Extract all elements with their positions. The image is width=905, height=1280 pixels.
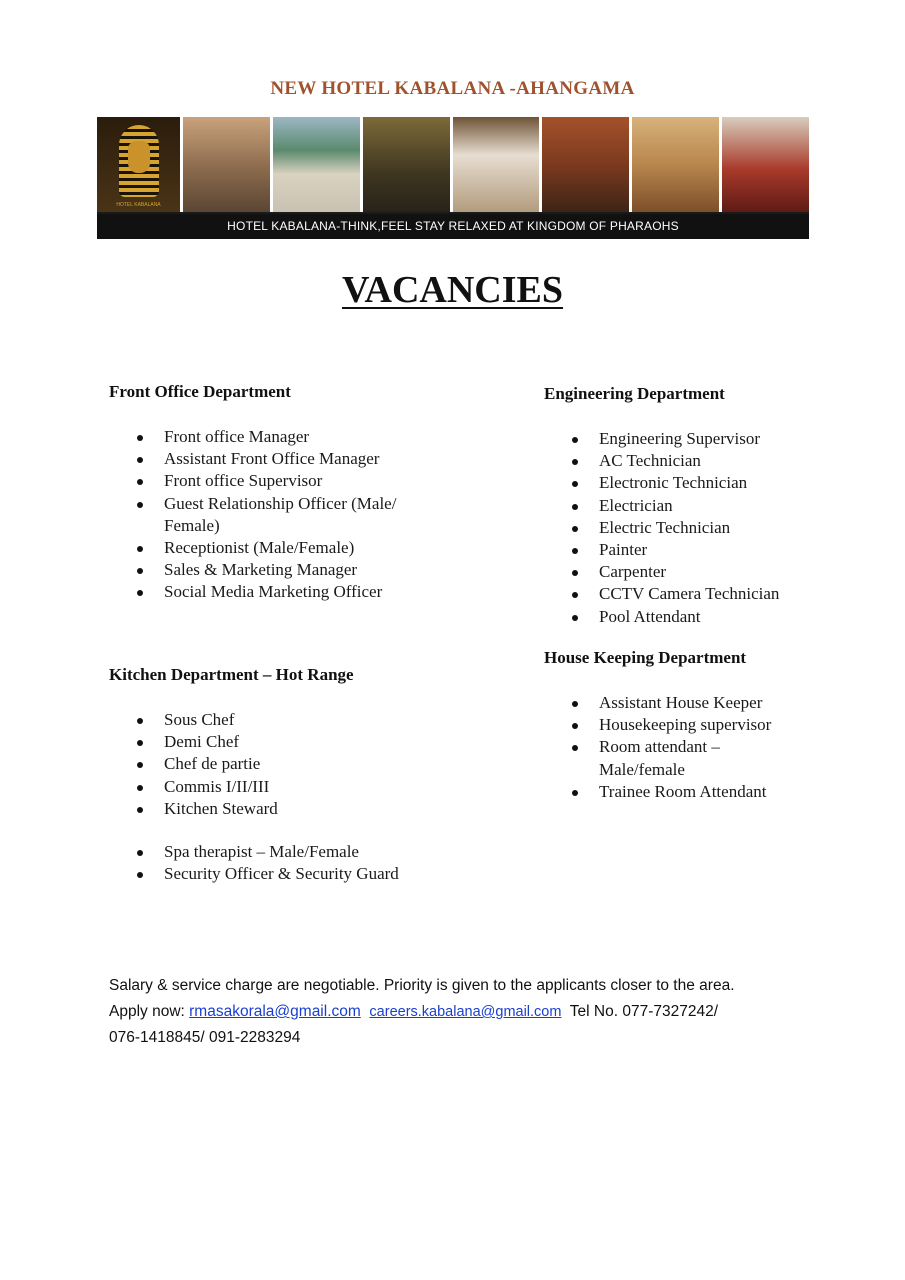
list-item: Trainee Room Attendant xyxy=(599,781,771,803)
phone-numbers: 076-1418845/ 091-2283294 xyxy=(109,1029,301,1046)
hotel-banner xyxy=(97,117,809,239)
list-item: Electronic Technician xyxy=(599,472,779,494)
list-item: Spa therapist – Male/Female xyxy=(164,841,399,863)
email-link-rmasakorala[interactable]: rmasakorala@gmail.com xyxy=(189,1003,361,1020)
list-item: Front office Manager xyxy=(164,426,396,448)
housekeeping-list xyxy=(544,692,771,803)
list-item: Kitchen Steward xyxy=(164,798,278,820)
front-office-heading: Front Office Department xyxy=(109,382,291,401)
kitchen-heading: Kitchen Department – Hot Range xyxy=(109,665,354,684)
page-title xyxy=(0,268,905,312)
list-item: Social Media Marketing Officer xyxy=(164,581,396,603)
list-item: Demi Chef xyxy=(164,731,278,753)
list-item: Engineering Supervisor xyxy=(599,428,779,450)
lobby-photo xyxy=(363,117,450,212)
apply-line xyxy=(109,999,809,1025)
other-list xyxy=(109,841,399,885)
pharaoh-logo-image xyxy=(97,117,180,212)
buffet-photo xyxy=(722,117,809,212)
list-item: Housekeeping supervisor xyxy=(599,714,771,736)
list-item-text: Male/female xyxy=(599,759,685,779)
housekeeping-heading: House Keeping Department xyxy=(544,648,747,667)
list-item: Assistant Front Office Manager xyxy=(164,448,396,470)
logo-caption: HOTEL KABALANA xyxy=(116,202,161,208)
restaurant-photo xyxy=(542,117,629,212)
coastline-photo xyxy=(273,117,360,212)
list-item: Painter xyxy=(599,539,779,561)
list-item: AC Technician xyxy=(599,450,779,472)
front-office-list xyxy=(109,426,396,604)
list-item-text: Guest Relationship Officer (Male/ xyxy=(164,493,397,513)
list-item: Electric Technician xyxy=(599,517,779,539)
list-item: Sales & Marketing Manager xyxy=(164,559,396,581)
email-link-careers[interactable]: careers.kabalana@gmail.com xyxy=(369,1004,562,1020)
list-item-text: Female) xyxy=(164,515,220,535)
footer-info xyxy=(109,973,809,1051)
list-item: Front office Supervisor xyxy=(164,470,396,492)
list-item: Pool Attendant xyxy=(599,606,779,628)
banner-tagline: HOTEL KABALANA-THINK,FEEL STAY RELAXED AT KINGDOM OF PHARAOHS xyxy=(97,214,809,239)
salary-note: Salary & service charge are negotiable. Priority is given to the applicants closer to the area. xyxy=(109,977,735,994)
list-item xyxy=(164,493,396,537)
list-item: CCTV Camera Technician xyxy=(599,583,779,605)
apply-label: Apply now: xyxy=(109,1003,185,1020)
page-title-text: VACANCIES xyxy=(341,269,564,311)
pharaoh-face-icon xyxy=(128,141,150,173)
list-item: Assistant House Keeper xyxy=(599,692,771,714)
list-item-text: Room attendant – xyxy=(599,737,720,757)
engineering-list xyxy=(544,428,779,628)
bedroom-photo xyxy=(453,117,540,212)
list-item: Security Officer & Security Guard xyxy=(164,863,399,885)
list-item: Carpenter xyxy=(599,561,779,583)
list-item: Commis I/II/III xyxy=(164,776,278,798)
kitchen-list xyxy=(109,709,278,820)
list-item: Receptionist (Male/Female) xyxy=(164,537,396,559)
list-item: Chef de partie xyxy=(164,753,278,775)
photo-strip xyxy=(97,117,809,212)
tel-label: Tel No. 077-7327242/ xyxy=(569,1003,719,1020)
banquet-hall-photo xyxy=(632,117,719,212)
list-item: Sous Chef xyxy=(164,709,278,731)
list-item: Electrician xyxy=(599,495,779,517)
hotel-title: NEW HOTEL KABALANA -AHANGAMA xyxy=(270,78,635,99)
engineering-heading: Engineering Department xyxy=(544,384,725,403)
list-item xyxy=(599,736,771,780)
beach-sunset-photo xyxy=(183,117,270,212)
